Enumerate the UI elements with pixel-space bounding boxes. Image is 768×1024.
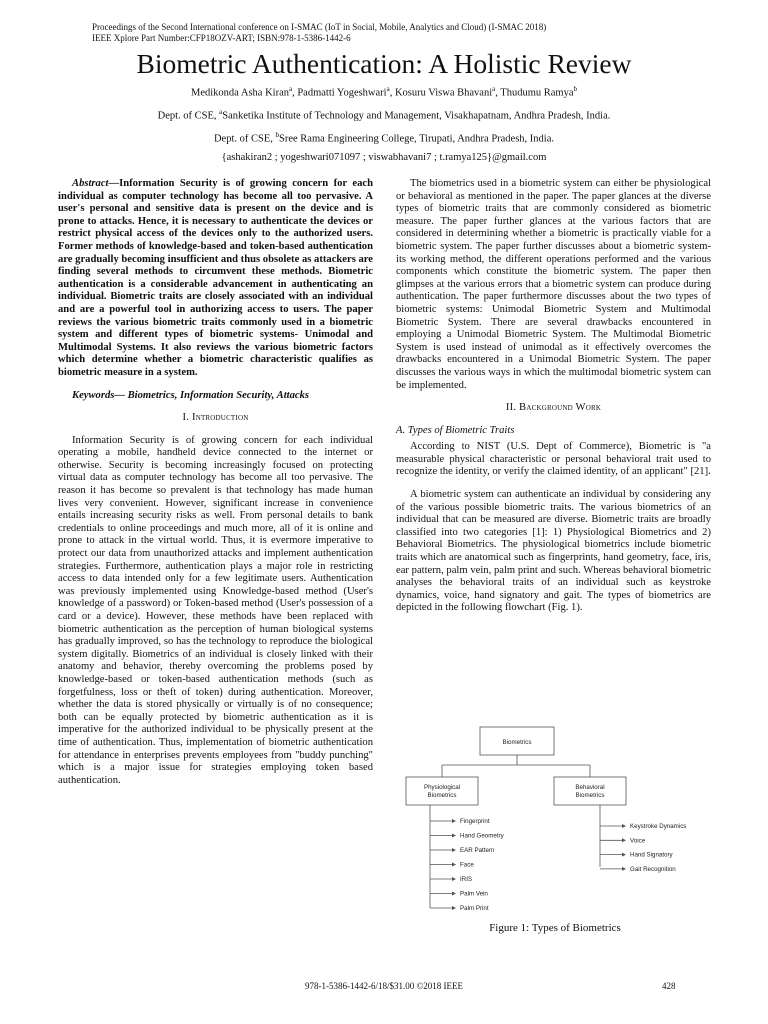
figure-caption: Figure 1: Types of Biometrics: [489, 922, 621, 934]
physiological-item: Palm Print: [460, 905, 489, 912]
nist-definition-paragraph: According to NIST (U.S. Dept of Commerce), Biometric is "a measurable physical characteristic or personal behavioral trait used to recognize the identity, or verify the claimed identity, of an applicant" [21].: [396, 441, 711, 478]
author-name: Padmatti Yogeshwari: [297, 87, 387, 99]
flowchart-root-label: Biometrics: [502, 739, 532, 746]
keywords: Keywords— Biometrics, Information Security, Attacks: [72, 389, 309, 401]
author-name: Medikonda Asha Kiran: [191, 87, 289, 99]
section-heading-introduction: I. Introduction: [182, 412, 249, 424]
author-sep: ,: [389, 87, 395, 99]
author-sup: a: [288, 85, 293, 93]
physiological-item: Hand Geometry: [460, 832, 504, 840]
header-line-1: Proceedings of the Second International conference on I-SMAC (IoT in Social, Mobile, Analytics and Cloud) (I-SMAC 2018): [92, 22, 547, 32]
abstract-text: —Information Security is of growing concern for each individual as computer technology has become all too pervasive. A user's personal and sensitive data is present on the device and is prone to attacks. Hence, it is necessary to authenticate the devices or restrict physical access of the devices only to the authorized users. Former methods of knowledge-based and token-based authentication are gradually becoming insufficient and thus obsolete as attackers are finding several methods to circumvent these methods. Biometric authentication is a considerable advancement in authenticating an individual. Biometric traits are closely associated with an individual and are a powerful tool in authorizing access to users. The paper reviews the various biometric traits commonly used in a biometric system and different types of biometric systems- Unimodal and Multimodal Systems. It also reviews the various biometric factors which determine whether a biometric characteristic qualifies as biometric measure in a system.: [58, 178, 373, 378]
abstract: [58, 178, 373, 380]
behavioral-item: Voice: [630, 837, 646, 845]
flowchart-physiological-label: Physiological: [423, 784, 461, 791]
author-sup: a: [492, 85, 496, 93]
affiliation-a: [0, 108, 768, 122]
header-line-2: IEEE Xplore Part Number:CFP18OZV-ART; ISBN:978-1-5386-1442-6: [92, 33, 351, 43]
affiliation-prefix: Dept. of CSE,: [213, 133, 276, 145]
affiliation-b: [0, 131, 768, 145]
paper-title: Biometric Authentication: A Holistic Review: [136, 48, 632, 79]
physiological-arrowhead: [452, 819, 456, 823]
section-heading-background: II. Background Work: [505, 402, 602, 414]
physiological-item: Face: [460, 861, 474, 869]
author-list: [0, 85, 768, 99]
physiological-arrowhead: [452, 848, 456, 852]
behavioral-arrowhead: [622, 867, 626, 871]
subsection-heading-types: A. Types of Biometric Traits: [396, 424, 515, 436]
physiological-arrowhead: [452, 892, 456, 896]
author-sup: b: [573, 85, 577, 93]
physiological-arrowhead: [452, 877, 456, 881]
physiological-arrowhead: [452, 906, 456, 910]
introduction-paragraph: Information Security is of growing concern for each individual operating a mobile, handheld device connected to the internet or otherwise. Security is becoming increasingly focused on protecting virtual data as computer technology has become all too pervasive. The reason it has become so prevalent is that technology has made human lives very convenient. However, significant increase in convenience entails increasing security risks as well. From personal details to bank credentials to online proceedings and much more, all of it is online and prone to attack in the virtual world. Thus, it is evermore imperative to protect our data from unauthorized attacks and implement authentication strategies. Furthermore, authentication plays a major role in restricting access to data intended only for a few legitimate users. Authentication was previously implemented using Knowledge-based method (User's knowledge of a password) or Token-based method (User's possession of a card or a device). However, these methods have been replaced with biometric authentication as the perception of human biological systems has gradually improved, so has the technology to reproduce the biological system digitally. Biometrics of an individual is closely linked with their anatomy and behavior, thereby overcoming the problems posed by knowledge-based or token-based authentication methods (such as forgetfulness, loss or theft of token) during authentication. Moreover, whether the data is stored physically or virtually is of no consequence; both can be equally protected by biometric authentication as it is imperative for the authorized individual to be physically present at the time of authentication. Thus, implementation of biometric authentication for attendance in enterprises prevents employees from "buddy punching" which is a major issue for strategies employing token based authentication.: [58, 434, 373, 786]
physiological-arrowhead: [452, 863, 456, 867]
traits-paragraph: A biometric system can authenticate an individual by considering any of the various possible biometric traits. The various biometrics of an individual that can be measured are diverse. Biometric traits are broadly classified into two categories [1]: 1) Physiological Biometrics and 2) Behavioral Biometrics. The physiological biometrics include biometric traits which are anatomical such as fingerprints, hand geometry, face, iris, ear pattern, palm vein, palm print and such. Whereas behavioral biometric analyses the behavioral traits of an individual such as keystroke dynamics, voice, hand signatory and gait. The types of biometrics are depicted in the following flowchart (Fig. 1).: [396, 489, 711, 614]
affiliation-prefix: Dept. of CSE,: [157, 110, 220, 122]
abstract-label: Abstract: [72, 178, 109, 189]
physiological-arrowhead: [452, 834, 456, 838]
physiological-item: Palm Vein: [460, 890, 488, 898]
biometrics-flowchart: [400, 725, 710, 920]
affiliation-text: Sree Rama Engineering College, Tirupati, Andhra Pradesh, India.: [279, 133, 555, 145]
physiological-item: IRIS: [460, 876, 473, 883]
author-sup: a: [386, 85, 390, 93]
physiological-item: Fingerprint: [460, 818, 490, 825]
footer-copyright: 978-1-5386-1442-6/18/$31.00 ©2018 IEEE: [304, 981, 464, 991]
behavioral-item: Hand Signatory: [630, 851, 673, 859]
conference-header: [92, 22, 546, 44]
behavioral-arrowhead: [622, 838, 626, 842]
right-column: [396, 178, 711, 625]
author-sep: ,: [292, 87, 298, 99]
affiliation-text: Sanketika Institute of Technology and Management, Visakhapatnam, Andhra Pradesh, India.: [222, 110, 611, 122]
author-sep: ,: [495, 87, 501, 99]
author-name: Thudumu Ramya: [500, 87, 574, 99]
behavioral-arrowhead: [622, 853, 626, 857]
affiliation-sup: a: [219, 108, 223, 116]
flowchart-behavioral-label: Behavioral: [575, 784, 605, 791]
email-list: {ashakiran2 ; yogeshwari071097 ; viswabhavani7 ; t.ramya125}@gmail.com: [221, 152, 547, 163]
behavioral-arrowhead: [622, 824, 626, 828]
physiological-item: EAR Pattern: [460, 847, 495, 854]
overview-paragraph: The biometrics used in a biometric system can either be physiological or behavioral as mentioned in the paper. The paper glances at the diverse types of biometric traits that are commonly considered as biometric measure. The paper further glances at the various factors that are considered in determining whether a biometric is practically viable for a biometric system. The paper further discusses about a biometric system- its working method, the different operations performed and the various components which constitute the biometric system. The paper then glimpses at the various errors that a biometric system can produce during authentication. The paper furthermore discusses about the two types of biometric systems: Unimodal Biometric System and Multimodal Biometric System. There are several drawbacks encountered in employing a Unimodal Biometric System. The Multimodal Biometric System is used instead of unimodal as it effectively overcomes the drawbacks encountered in a Unimodal Biometric System. The paper discusses the various ways in which the multimodal biometric system can be implemented.: [396, 178, 711, 391]
behavioral-item: Keystroke Dynamics: [630, 823, 687, 830]
page-number: 428: [662, 981, 676, 991]
author-name: Kosuru Viswa Bhavani: [394, 87, 493, 99]
flowchart-behavioral-label-2: Biometrics: [575, 792, 605, 799]
behavioral-item: Gait Recognition: [630, 865, 676, 873]
flowchart-physiological-label-2: Biometrics: [427, 792, 457, 799]
flowchart-physiological-box: [406, 777, 478, 805]
flowchart-behavioral-box: [554, 777, 626, 805]
left-column: [58, 178, 373, 797]
affiliation-sup: b: [275, 131, 280, 139]
